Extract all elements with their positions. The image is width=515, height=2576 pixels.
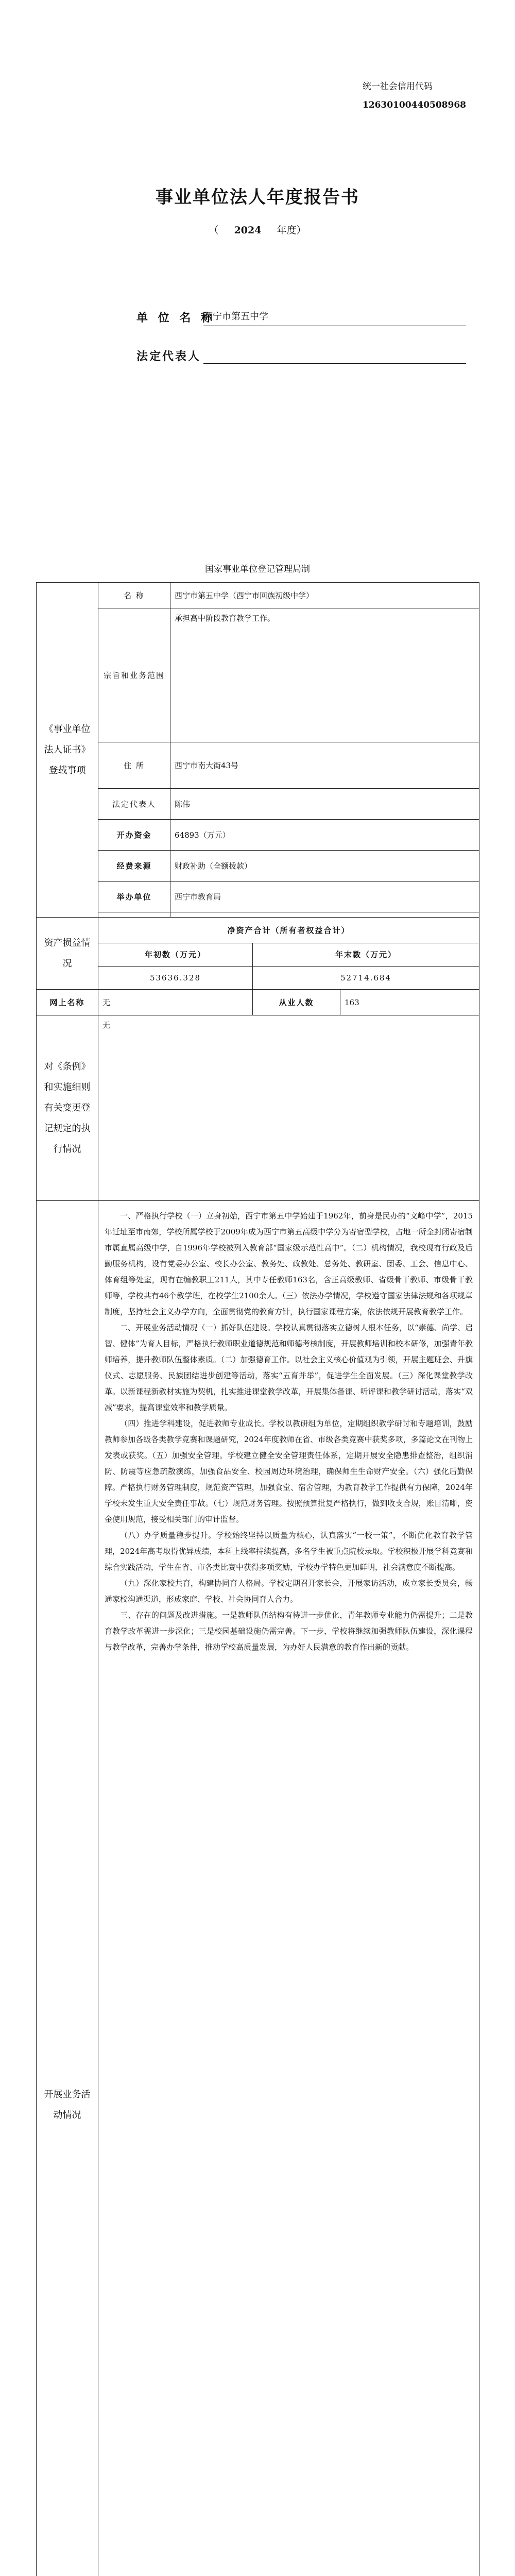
staff-value: 163 bbox=[340, 990, 479, 1015]
web-value: 无 bbox=[98, 990, 253, 1015]
unit-name-label: 单 位 名 称 bbox=[136, 311, 215, 325]
report-table bbox=[36, 582, 479, 2576]
legal-rep-value bbox=[203, 348, 466, 364]
issuer-text: 国家事业单位登记管理局制 bbox=[205, 564, 310, 574]
source-value: 财政补助（全额拨款） bbox=[170, 851, 479, 882]
credit-code-block bbox=[363, 77, 466, 114]
year-value: 2024 bbox=[234, 225, 262, 236]
row-web bbox=[37, 990, 479, 1015]
unit-name-value: 西宁市第五中学 bbox=[203, 309, 466, 326]
credit-code-label: 统一社会信用代码 bbox=[362, 81, 433, 92]
net-assets-label: 净资产合计（所有者权益合计） bbox=[98, 918, 479, 943]
row-business bbox=[37, 1201, 479, 2576]
rep-label: 法定代表人 bbox=[98, 789, 170, 820]
row-assets-head bbox=[37, 943, 479, 967]
row-compliance bbox=[37, 1015, 479, 1201]
sponsor-label: 举办单位 bbox=[98, 882, 170, 912]
report-year bbox=[0, 223, 515, 236]
source-label: 经费来源 bbox=[98, 851, 170, 882]
business-paragraph: （八）办学质量稳步提升。学校始终坚持以质量为核心，认真落实“一校一策”，不断优化教育教学管理，2024年高考取得优异成绩，本科上线率持续提高，多名学生被重点院校录取。学校积极开展学科竞赛和综合实践活动，学生在省、市各类比赛中获得多项奖励，学校办学特色更加鲜明，社会满意度不断提高。 bbox=[105, 1531, 473, 1572]
rep-value: 陈伟 bbox=[170, 789, 479, 820]
address-value: 西宁市南大街43号 bbox=[170, 742, 479, 789]
cert-group-label: 《事业单位法人证书》登载事项 bbox=[37, 583, 98, 918]
sponsor-value: 西宁市教育局 bbox=[170, 882, 479, 912]
business-paragraph: （四）推进学科建设，促进教师专业成长。学校以教研组为单位，定期组织教学研讨和专题培训，鼓励教师参加各级各类教学竞赛和课题研究，2024年度教师在省、市级各类竞赛中获奖多项，多篇论文在刊物上发表或获奖。（五）加强安全管理。学校建立健全安全管理责任体系，定期开展安全隐患排查整治，组织消防、防震等应急疏散演练，加强食品安全、校园周边环境治理，确保师生生命财产安全。（六）强化后勤保障。严格执行财务管理制度，规范资产管理，加强食堂、宿舍管理，为教育教学工作提供有力保障，2024年学校未发生重大安全责任事故。（七）规范财务管理。按照预算批复严格执行，做到收支合规，账目清晰，资金使用规范，接受相关部门的审计监督。 bbox=[105, 1419, 473, 1524]
business-paragraph: 三、存在的问题及改进措施。一是教师队伍结构有待进一步优化，青年教师专业能力仍需提升；二是教育教学改革需进一步深化；三是校园基础设施仍需完善。下一步，学校将继续加强教师队伍建设，深化课程与教学改革，完善办学条件，推动学校高质量发展，为办好人民满意的教育作出新的贡献。 bbox=[105, 1611, 473, 1652]
end-label: 年末数（万元） bbox=[253, 943, 479, 967]
business-label: 开展业务活动情况 bbox=[37, 1201, 98, 2576]
row-spacer bbox=[37, 912, 479, 918]
row-address bbox=[37, 742, 479, 789]
name-label: 名 称 bbox=[98, 583, 170, 608]
business-paragraph: 二、开展业务活动情况（一）抓好队伍建设。学校认真贯彻落实立德树人根本任务，以“崇德、尚学、启智、健体”为育人目标，严格执行教师职业道德规范和师德考核制度，开展教师培训和校本研修，加强青年教师培养，提升教师队伍整体素质。（二）加强德育工作。以社会主义核心价值观为引领，开展主题班会、升旗仪式、志愿服务、民族团结进步创建等活动，落实“五育并举”，促进学生全面发展。（三）深化课堂教学改革。以新课程新教材实施为契机，扎实推进课堂教学改革，开展集体备课、听评课和教学研讨活动，落实“双减”要求，提高课堂效率和教学质量。 bbox=[105, 1323, 473, 1412]
business-paragraph: 一、严格执行学校（一）立身初始，西宁市第五中学始建于1962年，前身是民办的“文峰中学”，2015年迁址至市南郊，学校所属学校于2009年成为西宁市第五高级中学分为寄宿型学校，占地一所全封闭寄宿制市属直属高级中学，自1996年学校被列入教育部“国家级示范性高中”。（二）机构情况，我校现有行政及后勤服务机构，设有党委办公室、校长办公室、教务处、政教处、总务处、教研室、团委、工会、信息中心、体育组等处室，现有在编教职工211人，其中专任教师163名，含正高级教师、省级骨干教师、市级骨干教师等，学校共有46个教学班，在校学生2100余人。（三）依法办学情况，学校遵守国家法律法规和各项规章制度，坚持社会主义办学方向，全面贯彻党的教育方针，执行国家课程方案，依法依规开展教育教学工作。 bbox=[105, 1211, 473, 1316]
year-close: 年度） bbox=[277, 225, 306, 236]
compliance-value: 无 bbox=[98, 1015, 479, 1201]
row-purpose bbox=[37, 608, 479, 742]
address-label: 住 所 bbox=[98, 742, 170, 789]
business-content bbox=[98, 1201, 479, 2576]
year-open: （ bbox=[209, 225, 219, 236]
page-title: 事业单位法人年度报告书 bbox=[156, 187, 359, 208]
row-funds bbox=[37, 820, 479, 851]
name-value: 西宁市第五中学（西宁市回族初级中学） bbox=[170, 583, 479, 608]
compliance-label: 对《条例》和实施细则有关变更登记规定的执行情况 bbox=[37, 1015, 98, 1201]
row-source bbox=[37, 851, 479, 882]
credit-code-value: 12630100440508968 bbox=[362, 100, 466, 110]
business-paragraph: （九）深化家校共育，构建协同育人格局。学校定期召开家长会，开展家访活动，成立家长委员会，畅通家校沟通渠道，形成家庭、学校、社会协同育人合力。 bbox=[105, 1579, 473, 1604]
row-name bbox=[37, 583, 479, 608]
legal-rep-label: 法定代表人 bbox=[136, 350, 201, 363]
begin-value: 53636.328 bbox=[98, 967, 253, 990]
end-value: 52714.684 bbox=[253, 967, 479, 990]
row-net-assets bbox=[37, 918, 479, 943]
web-label: 网上名称 bbox=[37, 990, 98, 1015]
begin-label: 年初数（万元） bbox=[98, 943, 253, 967]
row-sponsor bbox=[37, 882, 479, 912]
purpose-value: 承担高中阶段教育教学工作。 bbox=[170, 608, 479, 742]
funds-value: 64893（万元） bbox=[170, 820, 479, 851]
assets-group-label: 资产损益情况 bbox=[37, 918, 98, 990]
row-assets-values bbox=[37, 967, 479, 990]
funds-label: 开办资金 bbox=[98, 820, 170, 851]
purpose-label: 宗旨和业务范围 bbox=[98, 608, 170, 742]
row-rep bbox=[37, 789, 479, 820]
staff-label: 从业人数 bbox=[253, 990, 340, 1015]
